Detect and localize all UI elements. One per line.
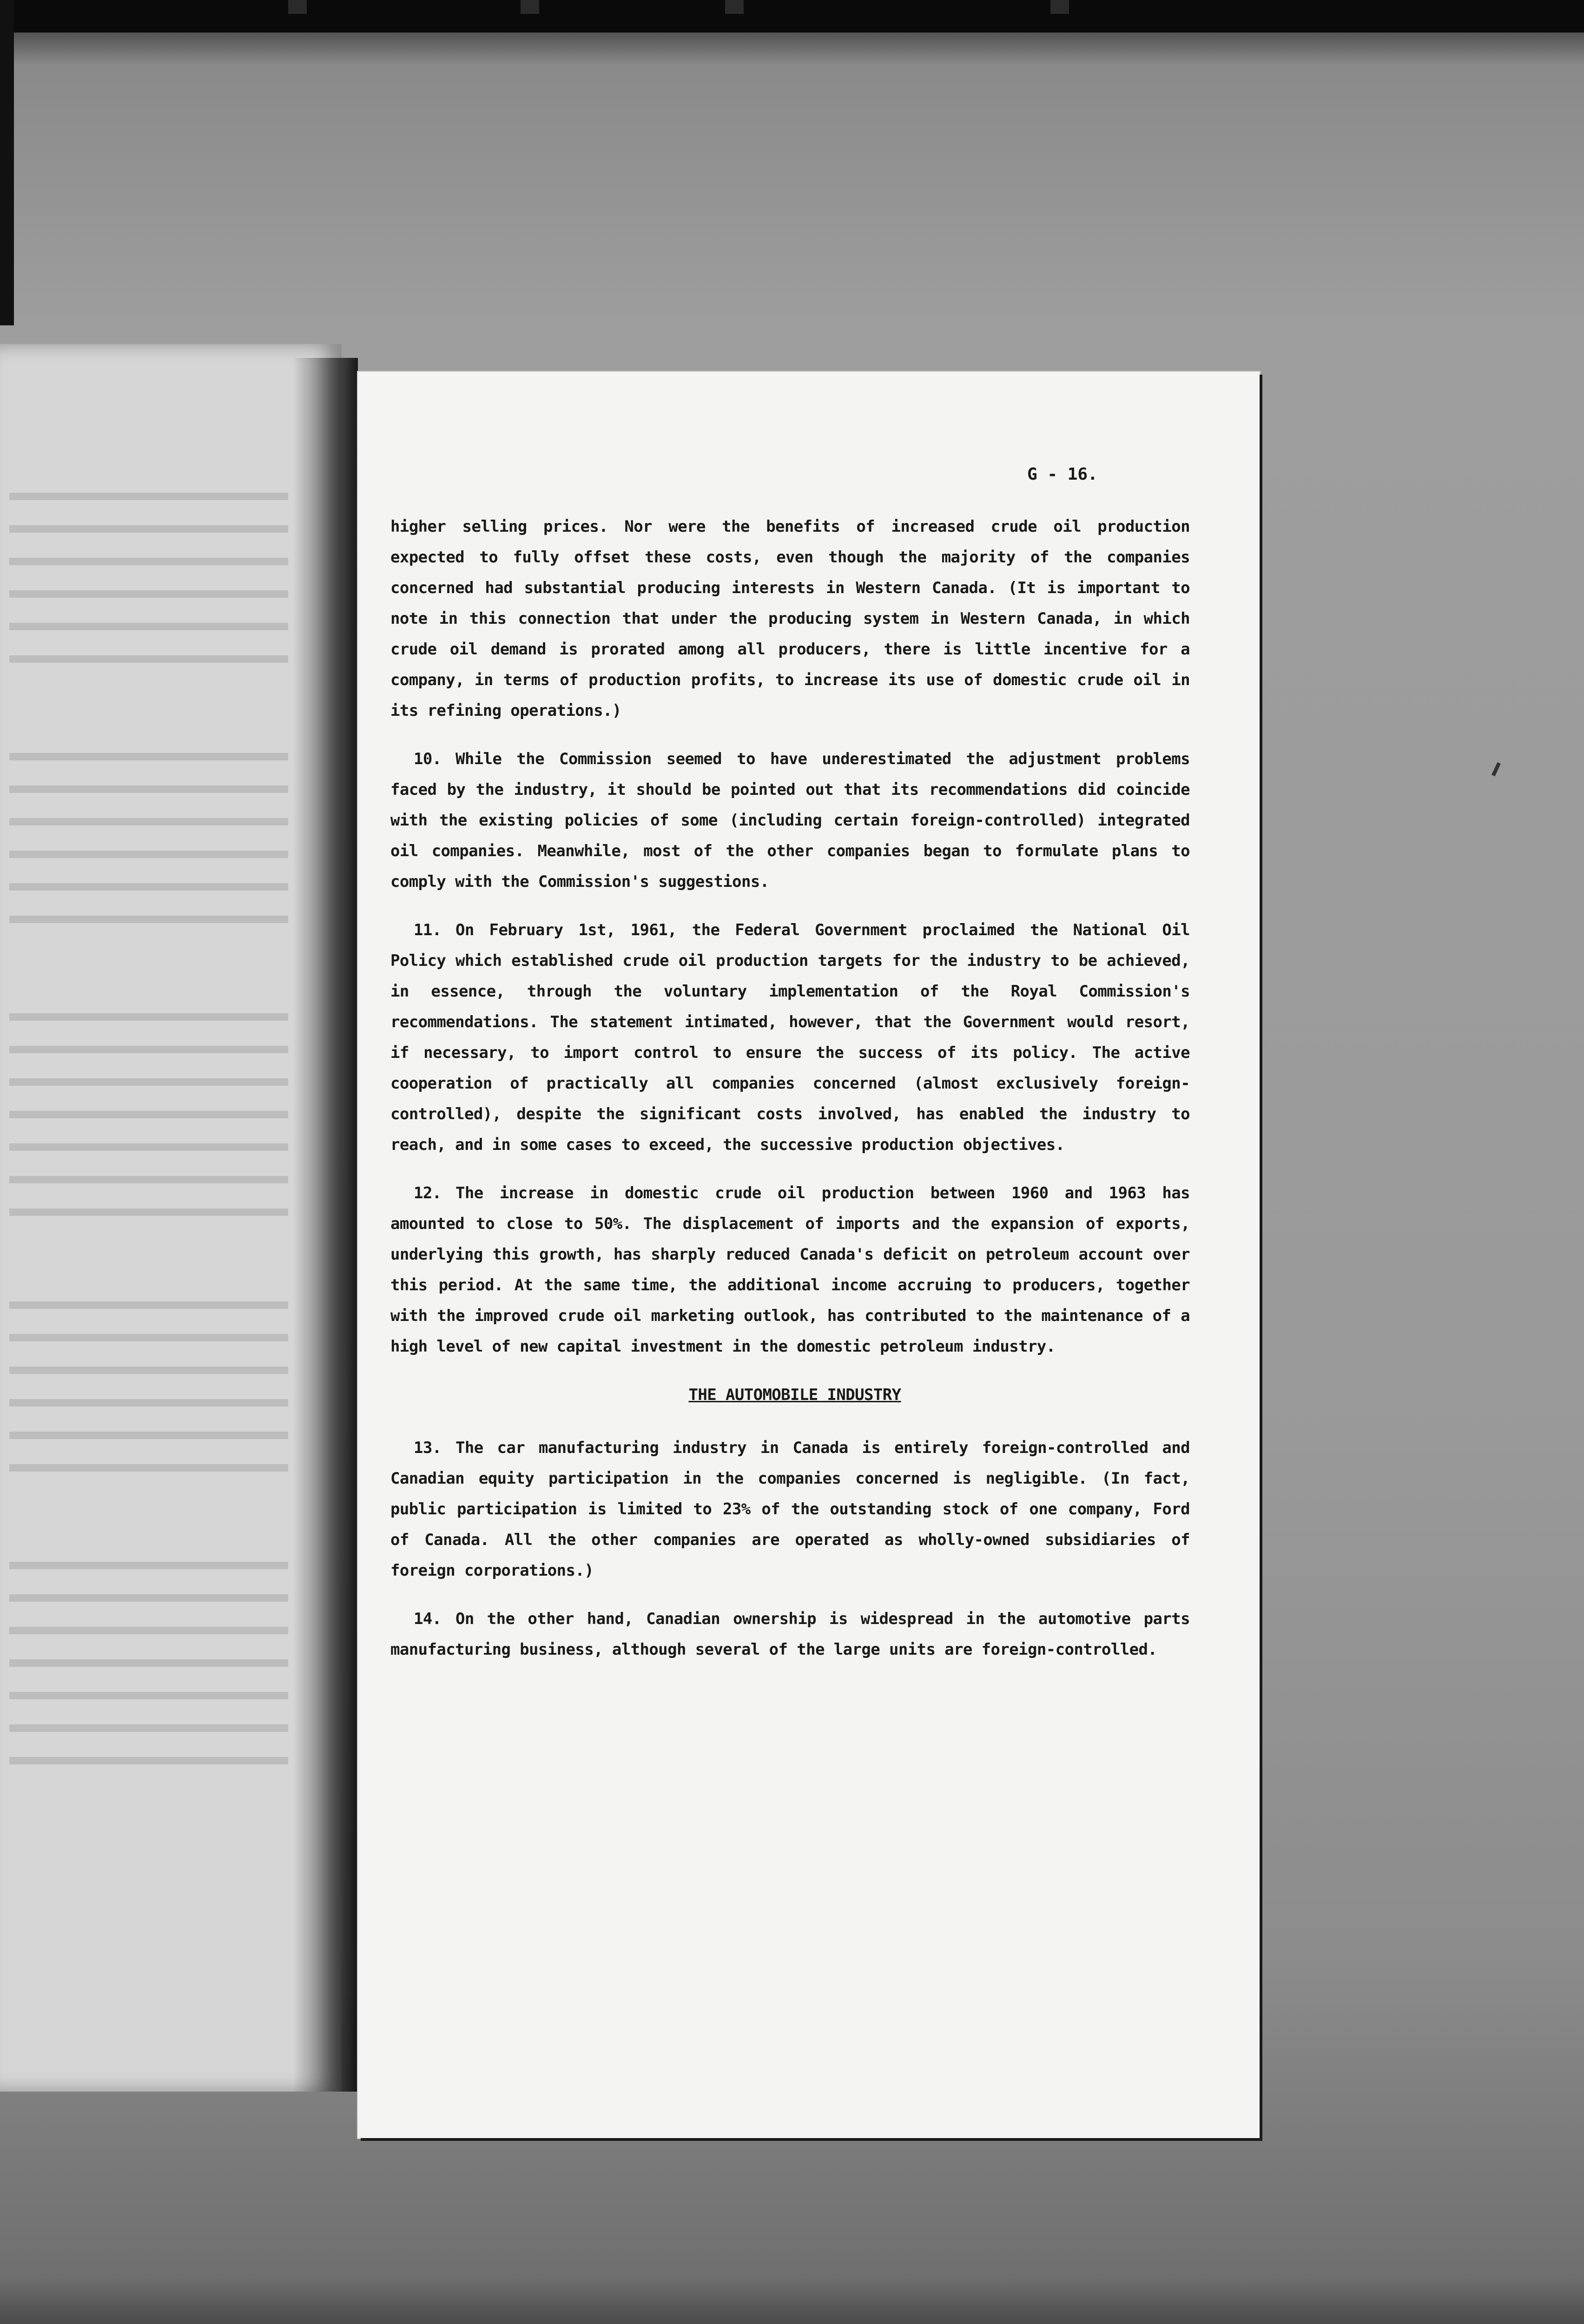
bleed-through-line <box>9 1013 288 1021</box>
paragraph-text: While the Commission seemed to have underestimated the adjustment problems faced by the industry, it should be pointed out that its recommendations did coincide with the existing policies of some (including certain foreign-controlled) integrated oil companies. Meanwhile, most of the other companies began to formulate plans to comply with the Commission's suggestions. <box>390 750 1190 891</box>
film-sprocket-mark <box>1050 0 1069 14</box>
bleed-through-line <box>9 1659 288 1667</box>
bleed-through-line <box>9 1334 288 1341</box>
paragraph-12 <box>390 1178 1190 1362</box>
page-number: G - 16. <box>1027 465 1098 484</box>
paragraph-text: higher selling prices. Nor were the benefits of increased crude oil production expected to fully offset these costs, even though the majority of the companies concerned had substantial producing interests in Western Canada. (It is important to note in this connection that under the producing system in Western Canada, in which crude oil demand is prorated among all producers, there is little incentive for a company, in terms of production profits, to increase its use of domestic crude oil in its refining operations.) <box>390 517 1190 720</box>
bleed-through-line <box>9 1111 288 1118</box>
bleed-through-line <box>9 1367 288 1374</box>
bleed-through-line <box>9 1464 288 1472</box>
bleed-through-line <box>9 1562 288 1569</box>
film-left-edge <box>0 0 14 325</box>
page-body <box>390 372 1190 1683</box>
paragraph-number: 10. <box>414 750 442 768</box>
bleed-through-line <box>9 1692 288 1699</box>
paragraph-13 <box>390 1433 1190 1586</box>
film-sprocket-mark <box>288 0 307 14</box>
paragraph-10 <box>390 744 1190 897</box>
left-facing-page <box>0 344 342 2092</box>
bleed-through-line <box>9 1399 288 1406</box>
bleed-through-line <box>9 1078 288 1086</box>
bleed-through-line <box>9 655 288 663</box>
section-heading: THE AUTOMOBILE INDUSTRY <box>688 1386 901 1404</box>
film-top-edge <box>0 0 1584 33</box>
bleed-through-line <box>9 1757 288 1764</box>
bleed-through-line <box>9 1432 288 1439</box>
bleed-through-line <box>9 883 288 891</box>
bleed-through-line <box>9 818 288 825</box>
bleed-through-line <box>9 558 288 565</box>
page-gutter-shadow <box>293 358 358 2092</box>
bleed-through-line <box>9 1046 288 1053</box>
bleed-through-line <box>9 916 288 923</box>
paragraph-text: On the other hand, Canadian ownership is widespread in the automotive parts manufacturing business, although several of the large units are foreign-controlled. <box>390 1610 1190 1659</box>
paragraph-11 <box>390 915 1190 1160</box>
paragraph-number: 12. <box>414 1184 442 1202</box>
lower-shadow <box>0 2278 1584 2324</box>
bleed-through-line <box>9 1208 288 1216</box>
paragraph-continuation <box>390 511 1190 726</box>
bleed-through-line <box>9 525 288 533</box>
paragraph-number: 13. <box>414 1439 442 1457</box>
bleed-through-line <box>9 1627 288 1634</box>
bleed-through-line <box>9 1143 288 1151</box>
document-page <box>358 372 1260 2138</box>
bleed-through-line <box>9 753 288 760</box>
bleed-through-line <box>9 1176 288 1183</box>
film-sprocket-mark <box>725 0 744 14</box>
bleed-through-line <box>9 1594 288 1602</box>
paragraph-text: On February 1st, 1961, the Federal Government proclaimed the National Oil Policy which established crude oil production targets for the industry to be achieved, in essence, through the voluntary implementation of the Royal Commission's recommendations. The statement intimated, however, that the Government would resort, if necessary, to import control to ensure the success of its policy. The active cooperation of practically all companies concerned (almost exclusively foreign-controlled), despite the significant costs involved, has enabled the industry to reach, and in some cases to exceed, the successive production objectives. <box>390 921 1190 1154</box>
bleed-through-line <box>9 590 288 598</box>
bleed-through-line <box>9 1724 288 1732</box>
bleed-through-line <box>9 851 288 858</box>
bleed-through-line <box>9 786 288 793</box>
bleed-through-line <box>9 623 288 630</box>
paragraph-number: 11. <box>414 921 442 939</box>
paragraph-text: The car manufacturing industry in Canada is entirely foreign-controlled and Canadian equity participation in the companies concerned is negligible. (In fact, public participation is limited to 23% of the outstanding stock of one company, Ford of Canada. All the other companies are operated as wholly-owned subsidiaries of foreign corporations.) <box>390 1439 1190 1580</box>
paragraph-number: 14. <box>414 1610 442 1628</box>
paragraph-text: The increase in domestic crude oil production between 1960 and 1963 has amounted to close to 50%. The displacement of imports and the expansion of exports, underlying this growth, has sharply reduced Canada's deficit on petroleum account over this period. At the same time, the additional income accruing to producers, together with the improved crude oil marketing outlook, has contributed to the maintenance of a high level of new capital investment in the domestic petroleum industry. <box>390 1184 1190 1356</box>
film-sprocket-mark <box>521 0 539 14</box>
bleed-through-line <box>9 493 288 500</box>
bleed-through-line <box>9 1301 288 1309</box>
paragraph-14 <box>390 1604 1190 1665</box>
